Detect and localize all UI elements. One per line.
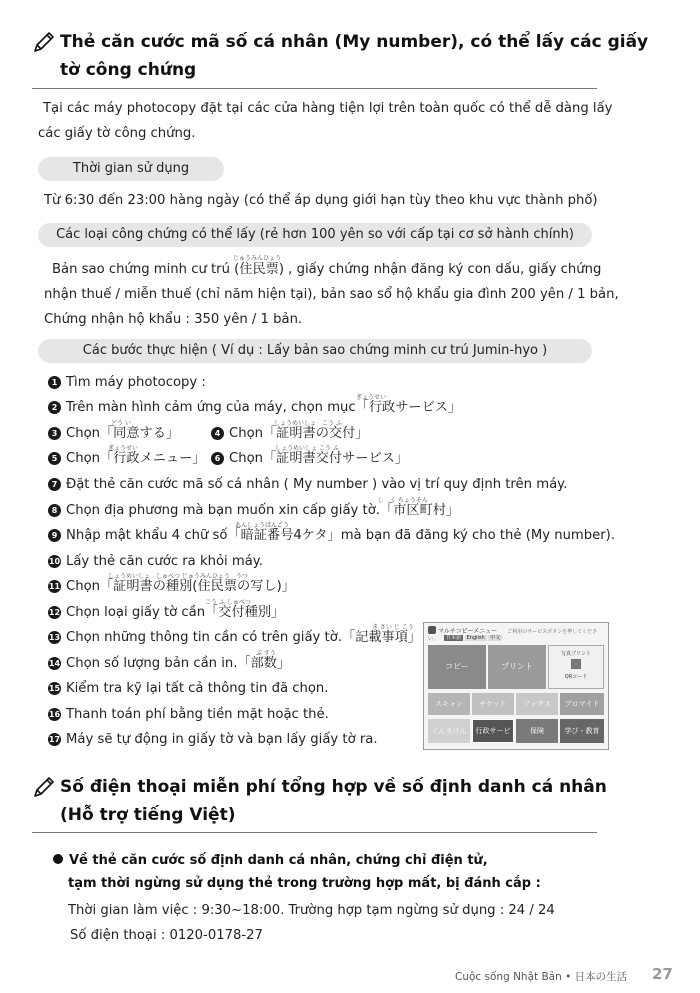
working-hours: Thời gian làm việc : 9:30~18:00. Trường hợp tạm ngừng sử dụng : 24 / 24	[68, 903, 555, 918]
step-number: 2	[48, 401, 61, 414]
step-number: 3	[48, 427, 61, 440]
ruby-text: ぶ すう	[256, 650, 276, 657]
step-item	[48, 475, 567, 495]
step-number: 9	[48, 529, 61, 542]
pencil-icon	[32, 775, 56, 799]
intro-line: các giấy tờ công chứng.	[38, 126, 196, 141]
screen-header-note: ご利用のサービスボタンを押してください。	[428, 629, 598, 642]
photo-tile-label: 写真プリント	[561, 651, 591, 657]
step-item	[48, 577, 295, 597]
scan-tile[interactable]: スキャン	[428, 693, 470, 715]
more-tile[interactable]: ブロマイド	[560, 693, 604, 715]
step-text: Chọn「行政メニュー」	[66, 451, 206, 466]
lang-tabs	[444, 634, 502, 641]
step-number: 7	[48, 478, 61, 491]
ruby-text: どう い	[111, 420, 131, 427]
ruby-text: し く ちょうそん	[378, 497, 428, 504]
ruby-text: こう ふ しゅべつ	[205, 599, 251, 606]
print-tile[interactable]: プリント	[488, 645, 546, 689]
section2-heading	[32, 773, 632, 829]
support-details	[68, 898, 555, 948]
section2-title-line2: (Hỗ trợ tiếng Việt)	[60, 805, 236, 825]
step-number: 12	[48, 608, 61, 617]
step-number: 16	[48, 710, 61, 719]
pencil-icon	[32, 30, 56, 54]
step-item	[48, 679, 328, 699]
support-bullet	[53, 849, 541, 895]
phone-number: Số điện thoại : 0120-0178-27	[70, 928, 263, 943]
ticket-tile[interactable]: チケット	[472, 693, 514, 715]
step-item	[48, 552, 263, 572]
section1-title-line2: tờ công chứng	[60, 60, 197, 80]
step-text: Chọn địa phương mà bạn muốn xin cấp giấy tờ.「市区町村」	[66, 503, 460, 518]
step-item	[48, 654, 290, 674]
step-number: 8	[48, 504, 61, 517]
screen-header-title: マルチコピーメニュー	[437, 628, 498, 635]
ruby-text: ぎょうせい	[108, 445, 139, 452]
ruby-text: き さい じ こう	[372, 624, 414, 631]
ruby-text: しょうめいしょ こう ふ	[275, 445, 339, 452]
copier-screen-image	[423, 622, 609, 757]
usage-text-line: Từ 6:30 đến 23:00 hàng ngày (có thể áp dụng giới hạn tùy theo khu vực thành phố)	[44, 193, 598, 208]
step-item	[48, 449, 206, 469]
step-text: Chọn số lượng bản cần in.「部数」	[66, 656, 291, 671]
step-number: 15	[48, 684, 61, 693]
step-text: Trên màn hình cảm ứng của máy, chọn mục「行政サービス」	[66, 400, 462, 415]
step-text: Chọn「証明書の種別(住民票の写し)」	[66, 579, 295, 594]
copy-tile[interactable]: コピー	[428, 645, 486, 689]
step-number: 13	[48, 633, 61, 642]
fax-tile[interactable]: ファクス	[516, 693, 558, 715]
ruby-text: じゅうみんひょう	[233, 255, 282, 262]
step-item	[48, 501, 459, 521]
other-tile[interactable]: ぐんまけん	[428, 719, 470, 743]
step-item	[211, 424, 369, 444]
step-number: 5	[48, 452, 61, 465]
menu-icon	[428, 626, 436, 634]
step-text: Chọn「同意する」	[66, 426, 180, 441]
step-item	[48, 603, 284, 623]
step-text: Tìm máy photocopy :	[66, 375, 206, 390]
lang-tab[interactable]: 中文	[490, 635, 501, 641]
ruby-text: しょうめいしょ しゅべつ じゅうみんひょう うつ	[108, 573, 248, 580]
divider	[32, 832, 597, 833]
step-text: Đặt thẻ căn cước mã số cá nhân ( My number ) vào vị trí quy định trên máy.	[66, 477, 568, 492]
step-number: 17	[48, 735, 61, 744]
qr-tile-label: QRコード	[564, 674, 588, 680]
types-line: Chứng nhận hộ khẩu : 350 yên / 1 bản.	[44, 312, 303, 327]
steps-label: Các bước thực hiện ( Ví dụ : Lấy bản sao chứng minh cư trú Jumin-hyo )	[38, 339, 592, 363]
types-paragraph	[44, 257, 634, 332]
step-text: Chọn「証明書の交付」	[229, 426, 369, 441]
step-number: 10	[48, 557, 61, 566]
step-item	[48, 628, 421, 648]
types-line: Bản sao chứng minh cư trú (住民票) , giấy chứng nhận đăng ký con dấu, giấy chứng	[52, 262, 602, 277]
learning-tile[interactable]: 学び・教育	[560, 719, 604, 743]
step-item	[48, 398, 461, 418]
section1-title-line1: Thẻ căn cước mã số cá nhân (My number), có thể lấy các giấy	[60, 32, 649, 52]
section1-heading	[32, 28, 649, 84]
step-item	[48, 526, 615, 546]
ruby-text: しょうめいしょ こう ふ	[274, 420, 342, 427]
step-number: 1	[48, 376, 61, 389]
step-text: Lấy thẻ căn cước ra khỏi máy.	[66, 554, 263, 569]
footer-text: Cuộc sống Nhật Bản • 日本の生活	[455, 971, 628, 983]
step-item	[48, 730, 378, 750]
step-text: Nhập mật khẩu 4 chữ số「暗証番号4ケタ」mà bạn đã đăng ký cho thẻ (My number).	[66, 528, 616, 543]
admin-service-tile[interactable]: 行政サービス	[472, 719, 514, 743]
types-label: Các loại công chứng có thể lấy (rẻ hơn 100 yên so với cấp tại cơ sở hành chính)	[38, 223, 592, 247]
step-item	[48, 705, 329, 725]
step-text: Chọn loại giấy tờ cần「交付種別」	[66, 605, 285, 620]
step-item	[48, 373, 206, 393]
usage-text	[44, 188, 634, 213]
lang-tab[interactable]: English	[466, 635, 485, 641]
step-number: 4	[211, 427, 224, 440]
step-text: Chọn「証明書交付サービス」	[229, 451, 409, 466]
step-item	[211, 449, 408, 469]
page-number: 27	[652, 965, 673, 983]
types-line: nhận thuế / miễn thuế (chỉ năm hiện tại), bản sao sổ hộ khẩu gia đình 200 yên / 1 bản,	[44, 287, 619, 302]
step-text: Kiểm tra kỹ lại tất cả thông tin đã chọn.	[66, 681, 329, 696]
bullet-line: Về thẻ căn cước số định danh cá nhân, chứng chỉ điện tử,	[69, 853, 488, 868]
step-text: Máy sẽ tự động in giấy tờ và bạn lấy giấy tờ ra.	[66, 732, 378, 747]
step-number: 11	[48, 582, 61, 591]
step-text: Chọn những thông tin cần có trên giấy tờ.「記載事項」	[66, 630, 422, 645]
insurance-tile[interactable]: 保険	[516, 719, 558, 743]
bullet-icon	[53, 854, 63, 864]
bullet-line: tạm thời ngừng sử dụng thẻ trong trường hợp mất, bị đánh cắp :	[68, 876, 541, 891]
qr-code-icon	[571, 659, 581, 669]
divider	[32, 88, 597, 89]
intro-paragraph	[38, 96, 628, 146]
ruby-text: ぎょうせい	[356, 394, 387, 401]
step-number: 6	[211, 452, 224, 465]
intro-line: Tại các máy photocopy đặt tại các cửa hàng tiện lợi trên toàn quốc có thể dễ dàng lấy	[43, 101, 613, 116]
section2-title-line1: Số điện thoại miễn phí tổng hợp về số định danh cá nhân	[60, 777, 607, 797]
step-item	[48, 424, 179, 444]
usage-label: Thời gian sử dụng	[38, 157, 224, 181]
step-number: 14	[48, 659, 61, 668]
photo-tile[interactable]	[548, 645, 604, 689]
lang-tab[interactable]: 日本語	[446, 635, 462, 641]
ruby-text: あんしょうばんごう	[235, 522, 290, 529]
step-text: Thanh toán phí bằng tiền mặt hoặc thẻ.	[66, 707, 329, 722]
